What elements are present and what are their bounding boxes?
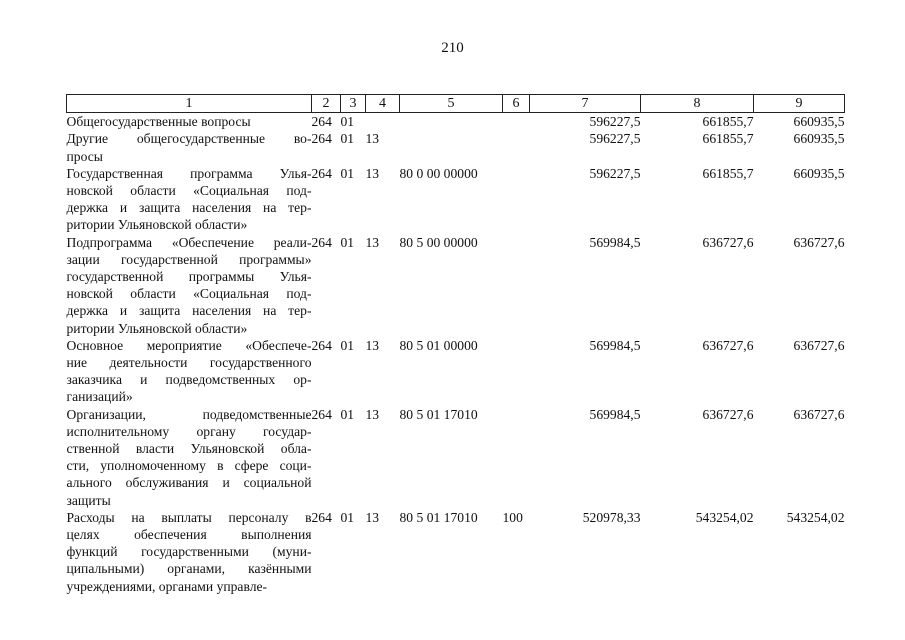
amount-col-8: 636727,6 bbox=[702, 234, 754, 250]
description-line: Другие общегосударственные во- bbox=[66, 131, 312, 147]
table-body bbox=[67, 113, 845, 595]
amount-col-8: 636727,6 bbox=[702, 337, 754, 353]
amount-col-9: 543254,02 bbox=[786, 509, 845, 525]
description-line: ритории Ульяновской области» bbox=[66, 320, 248, 336]
column-header: 1 bbox=[67, 95, 312, 113]
row-description bbox=[67, 113, 312, 131]
description-line: исполнительному органу государ- bbox=[66, 423, 312, 439]
row-description bbox=[67, 165, 312, 234]
chapter-code: 264 bbox=[311, 114, 332, 130]
description-line: ального обслуживания и социальной bbox=[66, 475, 312, 491]
target-article-code: 80 5 00 00000 bbox=[399, 234, 478, 250]
chapter-code: 264 bbox=[311, 234, 332, 250]
amount-col-8: 661855,7 bbox=[702, 131, 754, 147]
expense-type-code bbox=[503, 165, 530, 234]
description-line: новской области «Социальная под- bbox=[66, 286, 312, 302]
expense-type-code bbox=[503, 113, 530, 131]
amount-col-7: 569984,5 bbox=[589, 234, 641, 250]
amount-col-9: 660935,5 bbox=[793, 165, 845, 181]
subsection-code: 13 bbox=[365, 165, 380, 181]
row-description bbox=[67, 509, 312, 595]
header-row bbox=[67, 95, 845, 113]
section-code: 01 bbox=[340, 337, 355, 353]
section-code: 01 bbox=[340, 114, 355, 130]
subsection-code: 13 bbox=[365, 234, 380, 250]
chapter-code: 264 bbox=[311, 509, 332, 525]
section-code: 01 bbox=[340, 509, 355, 525]
description-line: Государственная программа Улья- bbox=[66, 165, 312, 181]
description-line: защиты bbox=[66, 492, 111, 508]
column-header: 9 bbox=[754, 95, 845, 113]
amount-col-7: 596227,5 bbox=[589, 114, 641, 130]
amount-col-9: 636727,6 bbox=[793, 337, 845, 353]
row-description bbox=[67, 406, 312, 509]
chapter-code: 264 bbox=[311, 165, 332, 181]
description-line: держка и защита населения на тер- bbox=[66, 200, 312, 216]
description-line: Подпрограмма «Обеспечение реали- bbox=[66, 234, 312, 250]
description-line: Основное мероприятие «Обеспече- bbox=[66, 337, 312, 353]
amount-col-8: 661855,7 bbox=[702, 165, 754, 181]
description-line: держка и защита населения на тер- bbox=[66, 303, 312, 319]
amount-col-8: 543254,02 bbox=[695, 509, 754, 525]
table-row bbox=[67, 509, 845, 595]
table-row bbox=[67, 130, 845, 164]
target-article-code: 80 0 00 00000 bbox=[399, 165, 478, 181]
target-article-code: 80 5 01 17010 bbox=[399, 509, 478, 525]
row-description bbox=[67, 130, 312, 164]
amount-col-8: 636727,6 bbox=[702, 406, 754, 422]
column-header: 5 bbox=[400, 95, 503, 113]
description-line: Организации, подведомственные bbox=[66, 406, 312, 422]
description-line: новской области «Социальная под- bbox=[66, 183, 312, 199]
target-article-code: 80 5 01 17010 bbox=[399, 406, 478, 422]
row-description bbox=[67, 337, 312, 406]
expense-type-code bbox=[503, 406, 530, 509]
table-row bbox=[67, 406, 845, 509]
target-article-code: 80 5 01 00000 bbox=[399, 337, 478, 353]
chapter-code: 264 bbox=[311, 131, 332, 147]
amount-col-9: 660935,5 bbox=[793, 131, 845, 147]
target-article-code bbox=[400, 113, 503, 131]
description-line: ритории Ульяновской области» bbox=[66, 217, 248, 233]
description-line: заказчика и подведомственных ор- bbox=[66, 372, 312, 388]
description-line: зации государственной программы» bbox=[66, 251, 312, 267]
section-code: 01 bbox=[340, 406, 355, 422]
subsection-code: 13 bbox=[365, 337, 380, 353]
target-article-code bbox=[400, 130, 503, 164]
column-header: 4 bbox=[366, 95, 400, 113]
section-code: 01 bbox=[340, 165, 355, 181]
amount-col-7: 569984,5 bbox=[589, 337, 641, 353]
description-line: просы bbox=[66, 148, 103, 164]
column-header: 7 bbox=[530, 95, 641, 113]
description-line: ганизаций» bbox=[66, 389, 133, 405]
description-line: ние деятельности государственного bbox=[66, 355, 312, 371]
description-line: учреждениями, органами управле- bbox=[66, 578, 268, 594]
amount-col-8: 661855,7 bbox=[702, 114, 754, 130]
description-line: функций государственными (муни- bbox=[66, 544, 312, 560]
expense-type-code: 100 bbox=[502, 509, 523, 525]
description-line: Расходы на выплаты персоналу в bbox=[66, 509, 312, 525]
amount-col-9: 636727,6 bbox=[793, 406, 845, 422]
amount-col-7: 569984,5 bbox=[589, 406, 641, 422]
chapter-code: 264 bbox=[311, 406, 332, 422]
description-line: государственной программы Улья- bbox=[66, 269, 312, 285]
table-row bbox=[67, 113, 845, 131]
section-code: 01 bbox=[340, 131, 355, 147]
description-line: ципальными) органами, казёнными bbox=[66, 561, 312, 577]
page-number: 210 bbox=[441, 40, 464, 56]
amount-col-9: 660935,5 bbox=[793, 114, 845, 130]
amount-col-7: 596227,5 bbox=[589, 165, 641, 181]
expense-type-code bbox=[503, 337, 530, 406]
description-line: целях обеспечения выполнения bbox=[66, 527, 312, 543]
amount-col-7: 596227,5 bbox=[589, 131, 641, 147]
table-row bbox=[67, 337, 845, 406]
subsection-code: 13 bbox=[365, 509, 380, 525]
subsection-code: 13 bbox=[365, 406, 380, 422]
column-header: 2 bbox=[312, 95, 341, 113]
table-row bbox=[67, 234, 845, 337]
column-header: 8 bbox=[641, 95, 754, 113]
amount-col-9: 636727,6 bbox=[793, 234, 845, 250]
column-header: 3 bbox=[341, 95, 366, 113]
table-row bbox=[67, 165, 845, 234]
expense-type-code bbox=[503, 234, 530, 337]
column-header: 6 bbox=[503, 95, 530, 113]
amount-col-7: 520978,33 bbox=[582, 509, 641, 525]
subsection-code: 13 bbox=[365, 131, 380, 147]
section-code: 01 bbox=[340, 234, 355, 250]
description-line: сти, уполномоченному в сфере соци- bbox=[66, 458, 312, 474]
chapter-code: 264 bbox=[311, 337, 332, 353]
description-line: Общегосударственные вопросы bbox=[66, 114, 251, 130]
subsection-code bbox=[366, 113, 400, 131]
row-description bbox=[67, 234, 312, 337]
expense-type-code bbox=[503, 130, 530, 164]
description-line: ственной власти Ульяновской обла- bbox=[66, 441, 312, 457]
budget-table bbox=[66, 94, 845, 595]
